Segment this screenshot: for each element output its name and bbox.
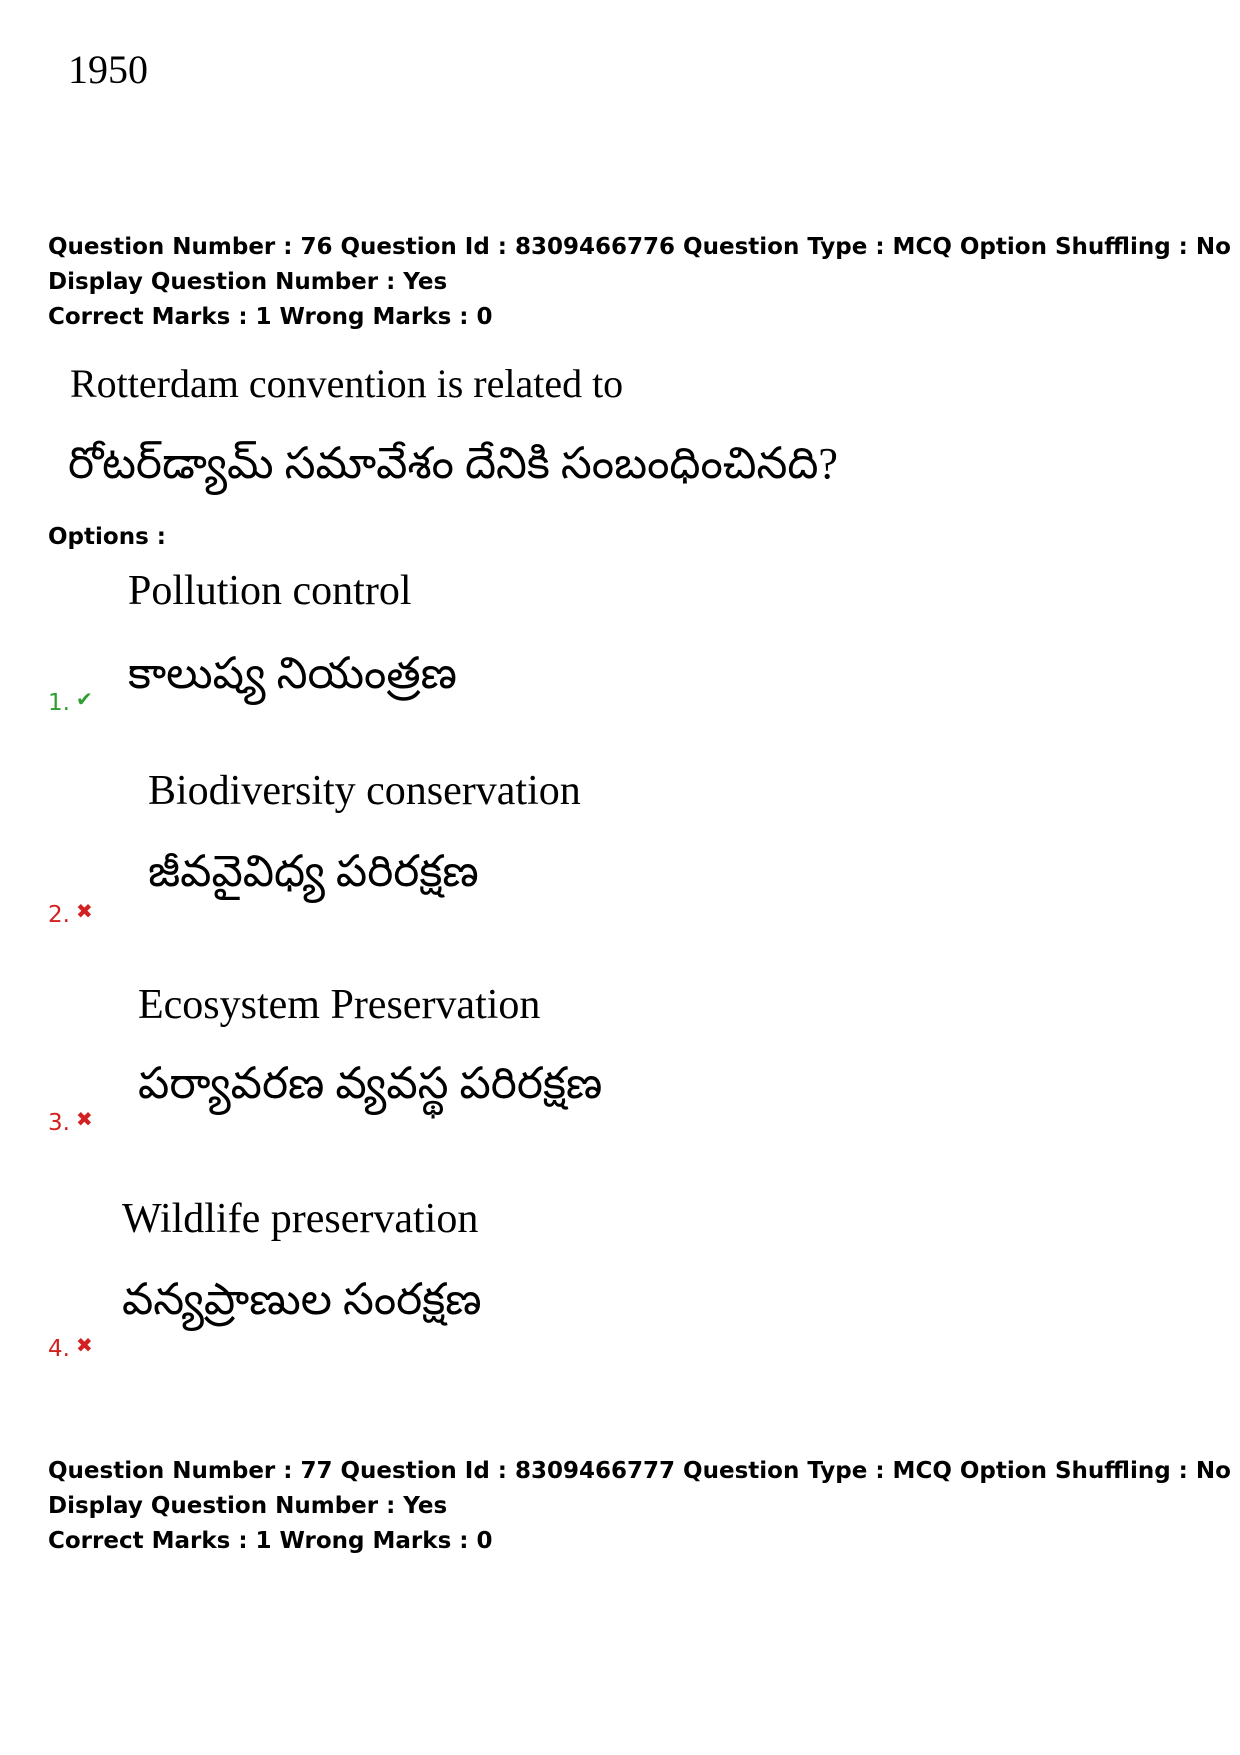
question-77-meta [48, 1454, 1231, 1559]
option-1-text-telugu: కాలుష్య నియంత్రణ [128, 649, 457, 698]
option-3-number [48, 1104, 93, 1138]
cross-icon: ✖ [75, 1107, 93, 1131]
option-4-number [48, 1330, 93, 1364]
option-1-text-english: Pollution control [128, 568, 412, 614]
option-3-number-label: 3. [48, 1110, 70, 1136]
cross-icon: ✖ [75, 899, 93, 923]
cross-icon: ✖ [75, 1333, 93, 1357]
option-2-number-label: 2. [48, 902, 70, 928]
option-1-number-label: 1. [48, 690, 70, 716]
option-1-number [48, 684, 93, 718]
question-76-meta-line2: Display Question Number : Yes [48, 269, 448, 295]
option-3-text-telugu: పర్యావరణ వ్యవస్థ పరిరక్షణ [138, 1059, 603, 1108]
question-76-meta-line1: Question Number : 76 Question Id : 8309466776 Question Type : MCQ Option Shuffling : No [48, 234, 1231, 260]
option-4-text-english: Wildlife preservation [122, 1196, 479, 1242]
previous-answer-text: 1950 [68, 47, 148, 92]
question-77-meta-line2: Display Question Number : Yes [48, 1493, 448, 1519]
question-77-meta-line1: Question Number : 77 Question Id : 8309466777 Question Type : MCQ Option Shuffling : No [48, 1458, 1231, 1484]
option-4-text-telugu: వన్యప్రాణుల సంరక్షణ [122, 1275, 482, 1324]
option-2-text-english: Biodiversity conservation [148, 768, 581, 814]
option-2-number [48, 896, 93, 930]
question-76-meta-line3: Correct Marks : 1 Wrong Marks : 0 [48, 304, 493, 330]
question-76-text-telugu: రోటర్‌డ్యామ్ సమావేశం దేనికి సంబంధించినది? [68, 439, 838, 488]
option-4-number-label: 4. [48, 1336, 70, 1362]
question-76-meta [48, 230, 1231, 335]
check-icon: ✔ [75, 687, 93, 711]
question-77-meta-line3: Correct Marks : 1 Wrong Marks : 0 [48, 1528, 493, 1554]
option-3-text-english: Ecosystem Preservation [138, 982, 541, 1028]
option-2-text-telugu: జీవవైవిధ్య పరిరక్షణ [148, 847, 479, 896]
options-label: Options : [48, 524, 166, 550]
question-76-text-english: Rotterdam convention is related to [70, 361, 624, 406]
